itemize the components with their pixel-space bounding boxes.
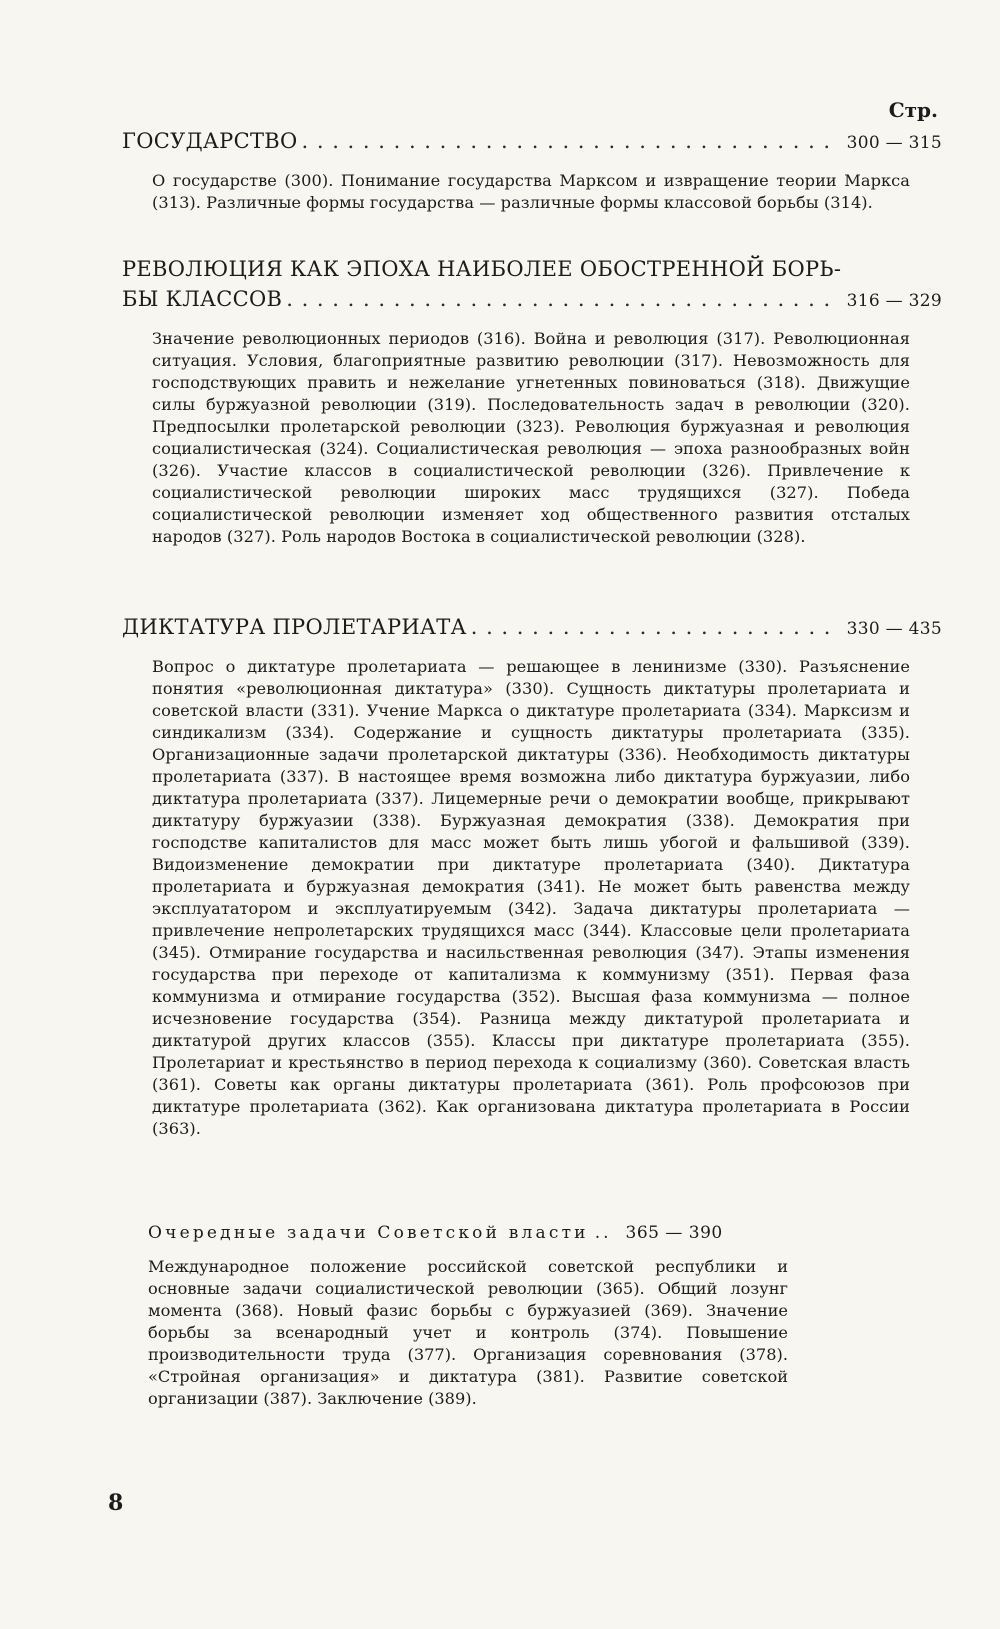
toc-subentry-heading [148,1220,828,1246]
dot-leader [286,284,836,314]
toc-subentry [148,1220,828,1410]
toc-entry-pages: 330 — 435 [846,619,942,639]
toc-subentry-description: Международное положение российской советской республики и основные задачи социалистической революции (365). Общий лозунг момента (368). Новый фазис борьбы с буржуазией (369). Значение борьбы за всенародный учет и контроль (374). Повышение производительности труда (377). Организация соревнования (378). «Стройная организация» и диктатура (381). Развитие советской организации (387). Заключение (389). [148,1257,788,1408]
toc-subentry-pages: 365 — 390 [625,1223,723,1243]
toc-entry-heading [122,126,942,158]
page-column-header: Стр. [888,98,938,122]
dot-leader [302,126,837,156]
toc-entry-revolution [122,254,942,548]
page-number: 8 [108,1490,124,1516]
toc-entry-heading [122,612,942,644]
toc-entry-title: ГОСУДАРСТВО [122,129,298,153]
toc-entry-title: ДИКТАТУРА ПРОЛЕТАРИАТА [122,615,467,639]
toc-entry-description: О государстве (300). Понимание государства Марксом и извращение теории Маркса (313). Различные формы государства — различные формы классовой борьбы (314). [152,171,910,212]
toc-entry-gosudarstvo [122,126,942,214]
toc-entry-pages: 316 — 329 [846,291,942,311]
dot-leader: .. [594,1223,612,1243]
toc-entry-dictatorship [122,612,942,1140]
toc-entry-description: Вопрос о диктатуре пролетариата — решающее в ленинизме (330). Разъяснение понятия «революционная диктатура» (330). Сущность диктатуры пролетариата и советской власти (331). Учение Маркса о диктатуре пролетариата (334). Марксизм и синдикализм (334). Содержание и сущность диктатуры пролетариата (335). Организационные задачи пролетарской диктатуры (336). Необходимость диктатуры пролетариата (337). В настоящее время возможна либо диктатура буржуазии, либо диктатура пролетариата (337). Лицемерные речи о демократии вообще, прикрывают диктатуру буржуазии (338). Буржуазная демократия (338). Демократия при господстве капиталистов для масс может быть лишь убогой и фальшивой (339). Видоизменение демократии при диктатуре пролетариата (340). Диктатура пролетариата и буржуазная демократия (341). Не может быть равенства между эксплуататором и эксплуатируемым (342). Задача диктатуры пролетариата — привлечение непролетарских трудящихся масс (344). Классовые цели пролетариата (345). Отмирание государства и насильственная революция (347). Этапы изменения государства при переходе от капитализма к коммунизму (351). Первая фаза коммунизма и отмирание государства (352). Высшая фаза коммунизма — полное исчезновение государства (354). Разница между диктатурой пролетариата и диктатурой других классов (355). Классы при диктатуре пролетариата (355). Пролетариат и крестьянство в период перехода к социализму (360). Советская власть (361). Советы как органы диктатуры пролетариата (361). Роль профсоюзов при диктатуре пролетариата (362). Как организована диктатура пролетариата в России (363). [152,657,910,1138]
toc-entry-title-line2: БЫ КЛАССОВ [122,287,283,311]
toc-entry-pages: 300 — 315 [846,133,942,153]
dot-leader [471,612,837,642]
toc-entry-title-line1: РЕВОЛЮЦИЯ КАК ЭПОХА НАИБОЛЕЕ ОБОСТРЕННОЙ БОРЬ- [122,257,842,281]
toc-subentry-title: Очередные задачи Советской власти [148,1223,589,1243]
toc-entry-heading [122,284,942,316]
toc-entry-description: Значение революционных периодов (316). Война и революция (317). Революционная ситуация. Условия, благоприятные развитию революции (317). Невозможность для господствующих править и нежелание угнетенных повиноваться (318). Движущие силы буржуазной революции (319). Последовательность задач в революции (320). Предпосылки пролетарской революции (323). Революция буржуазная и революция социалистическая (324). Социалистическая революция — эпоха разнообразных войн (326). Участие классов в социалистической революции (326). Привлечение к социалистической революции широких масс трудящихся (327). Победа социалистической революции изменяет ход общественного развития отсталых народов (327). Роль народов Востока в социалистической революции (328). [152,329,910,546]
